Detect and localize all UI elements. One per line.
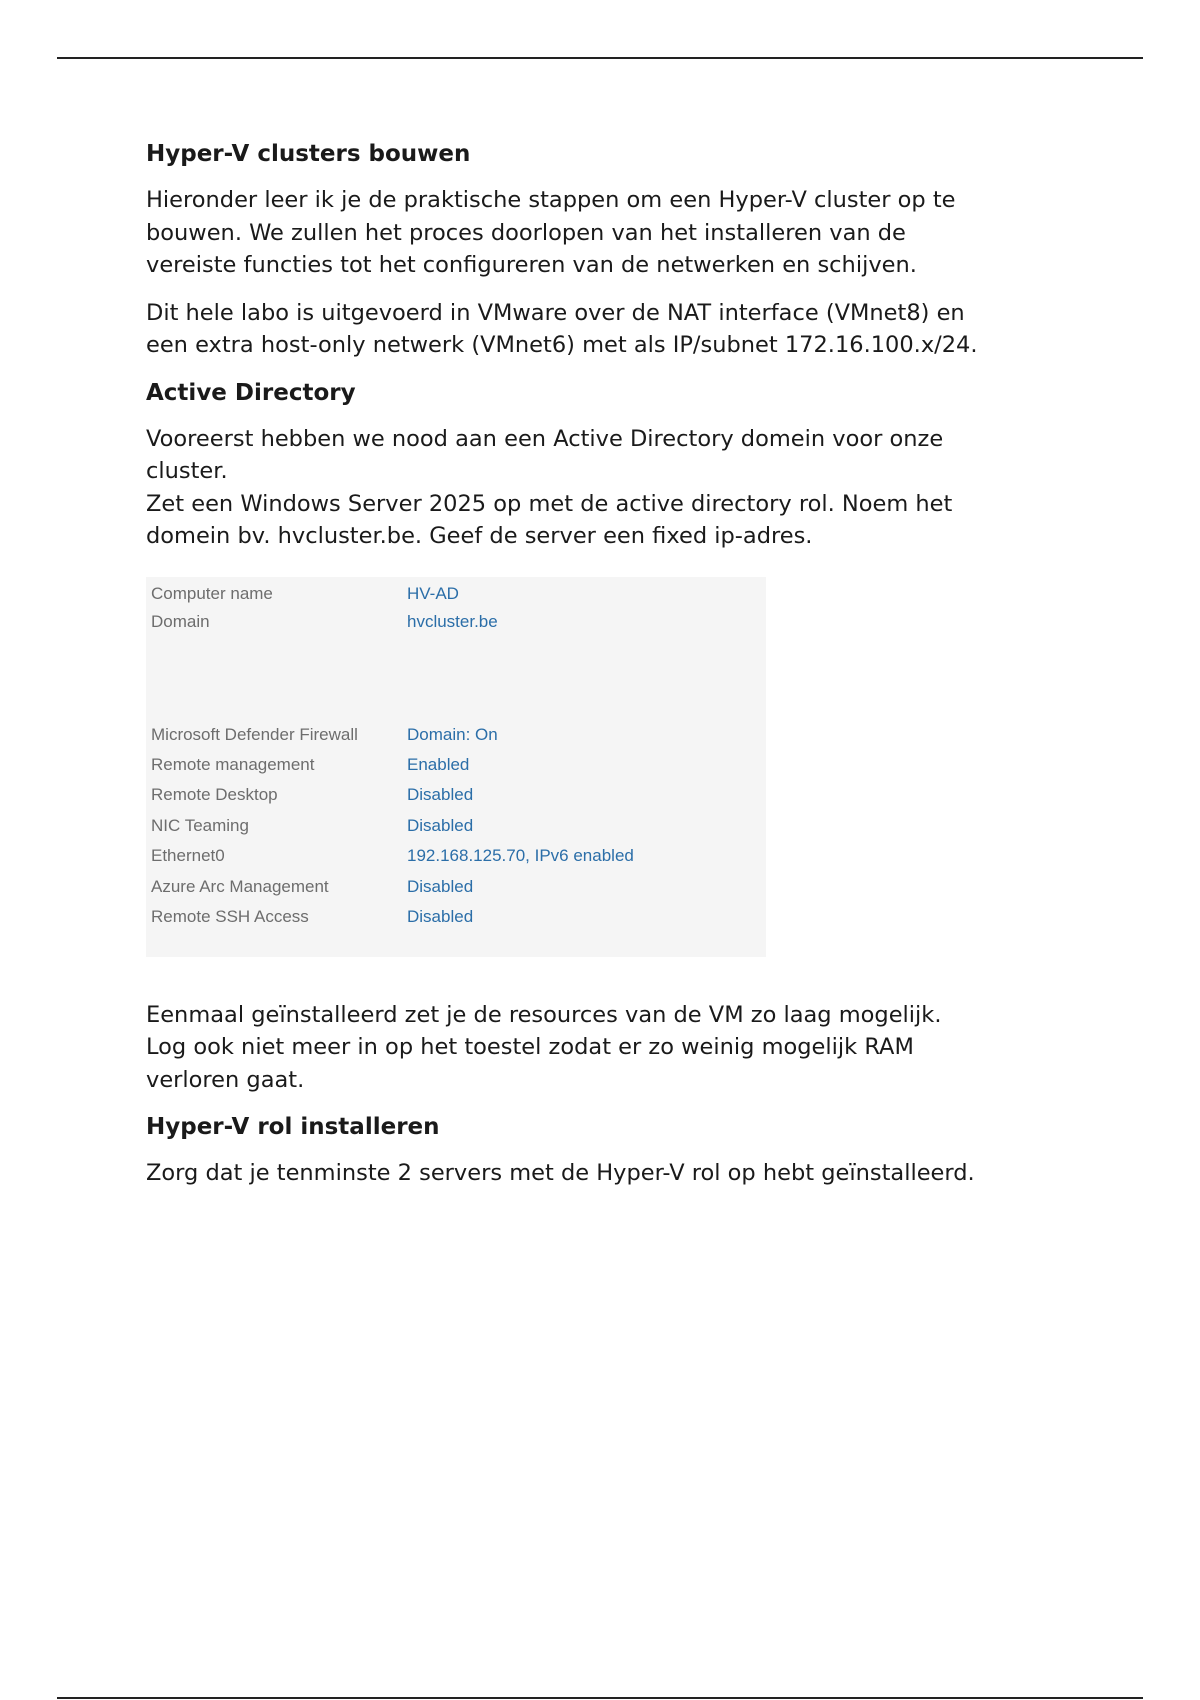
document-body xyxy=(146,138,1076,1205)
property-value: HV-AD xyxy=(407,583,459,603)
property-row-firewall xyxy=(151,722,761,748)
property-value: Enabled xyxy=(407,754,470,774)
property-row-nic-teaming xyxy=(151,813,761,839)
property-label: Remote management xyxy=(151,754,315,774)
text-line: vereiste functies tot het configureren van de netwerken en schijven. xyxy=(146,252,917,278)
text-line: Log ook niet meer in op het toestel zodat er zo weinig mogelijk RAM xyxy=(146,1034,914,1060)
text-line: een extra host-only netwerk (VMnet6) met als IP/subnet 172.16.100.x/24. xyxy=(146,332,978,358)
property-value: Disabled xyxy=(407,876,474,896)
property-label: Computer name xyxy=(151,583,273,603)
property-label: Remote SSH Access xyxy=(151,906,309,926)
property-row-azure-arc xyxy=(151,874,761,900)
property-row-remote-management xyxy=(151,752,761,778)
resources-paragraph xyxy=(146,999,1076,1097)
property-row-remote-ssh xyxy=(151,904,761,930)
property-label: NIC Teaming xyxy=(151,815,249,835)
text-line: domein bv. hvcluster.be. Geef de server een fixed ip-adres. xyxy=(146,523,813,549)
property-label: Ethernet0 xyxy=(151,845,225,865)
property-label: Microsoft Defender Firewall xyxy=(151,724,358,744)
property-value: Disabled xyxy=(407,906,474,926)
property-row-ethernet0 xyxy=(151,843,761,869)
property-value: Domain: On xyxy=(407,724,498,744)
text-line: verloren gaat. xyxy=(146,1066,305,1093)
property-row-remote-desktop xyxy=(151,782,761,808)
property-value: hvcluster.be xyxy=(407,611,498,631)
property-value: Disabled xyxy=(407,815,474,835)
property-row-domain xyxy=(151,609,761,635)
text-line: Zorg dat je tenminste 2 servers met de Hyper-V rol op hebt geïnstalleerd. xyxy=(146,1160,975,1186)
header-rule xyxy=(57,57,1143,59)
text-line: Vooreerst hebben we nood aan een Active Directory domein voor onze xyxy=(146,425,944,452)
text-line: bouwen. We zullen het proces doorlopen van het installeren van de xyxy=(146,219,906,246)
text-line: cluster. xyxy=(146,458,228,484)
footer-rule xyxy=(57,1697,1143,1699)
hyperv-role-paragraph xyxy=(146,1157,1076,1190)
property-value: 192.168.125.70, IPv6 enabled xyxy=(407,845,634,865)
property-row-computer-name xyxy=(151,581,761,607)
property-label: Remote Desktop xyxy=(151,784,278,804)
heading-hyperv-clusters: Hyper-V clusters bouwen xyxy=(146,141,471,167)
text-line: Hieronder leer ik je de praktische stappen om een Hyper-V cluster op te xyxy=(146,187,956,213)
heading-active-directory: Active Directory xyxy=(146,379,356,406)
property-label: Azure Arc Management xyxy=(151,876,329,896)
heading-hyperv-role: Hyper-V rol installeren xyxy=(146,1114,440,1140)
lab-paragraph xyxy=(146,297,1076,362)
intro-paragraph xyxy=(146,184,1076,282)
text-line: Zet een Windows Server 2025 op met de active directory rol. Noem het xyxy=(146,490,953,517)
property-label: Domain xyxy=(151,611,210,631)
property-value: Disabled xyxy=(407,784,474,804)
server-properties-screenshot xyxy=(146,577,766,957)
text-line: Eenmaal geïnstalleerd zet je de resources van de VM zo laag mogelijk. xyxy=(146,1001,942,1028)
ad-paragraph xyxy=(146,423,1076,553)
text-line: Dit hele labo is uitgevoerd in VMware over de NAT interface (VMnet8) en xyxy=(146,299,965,326)
